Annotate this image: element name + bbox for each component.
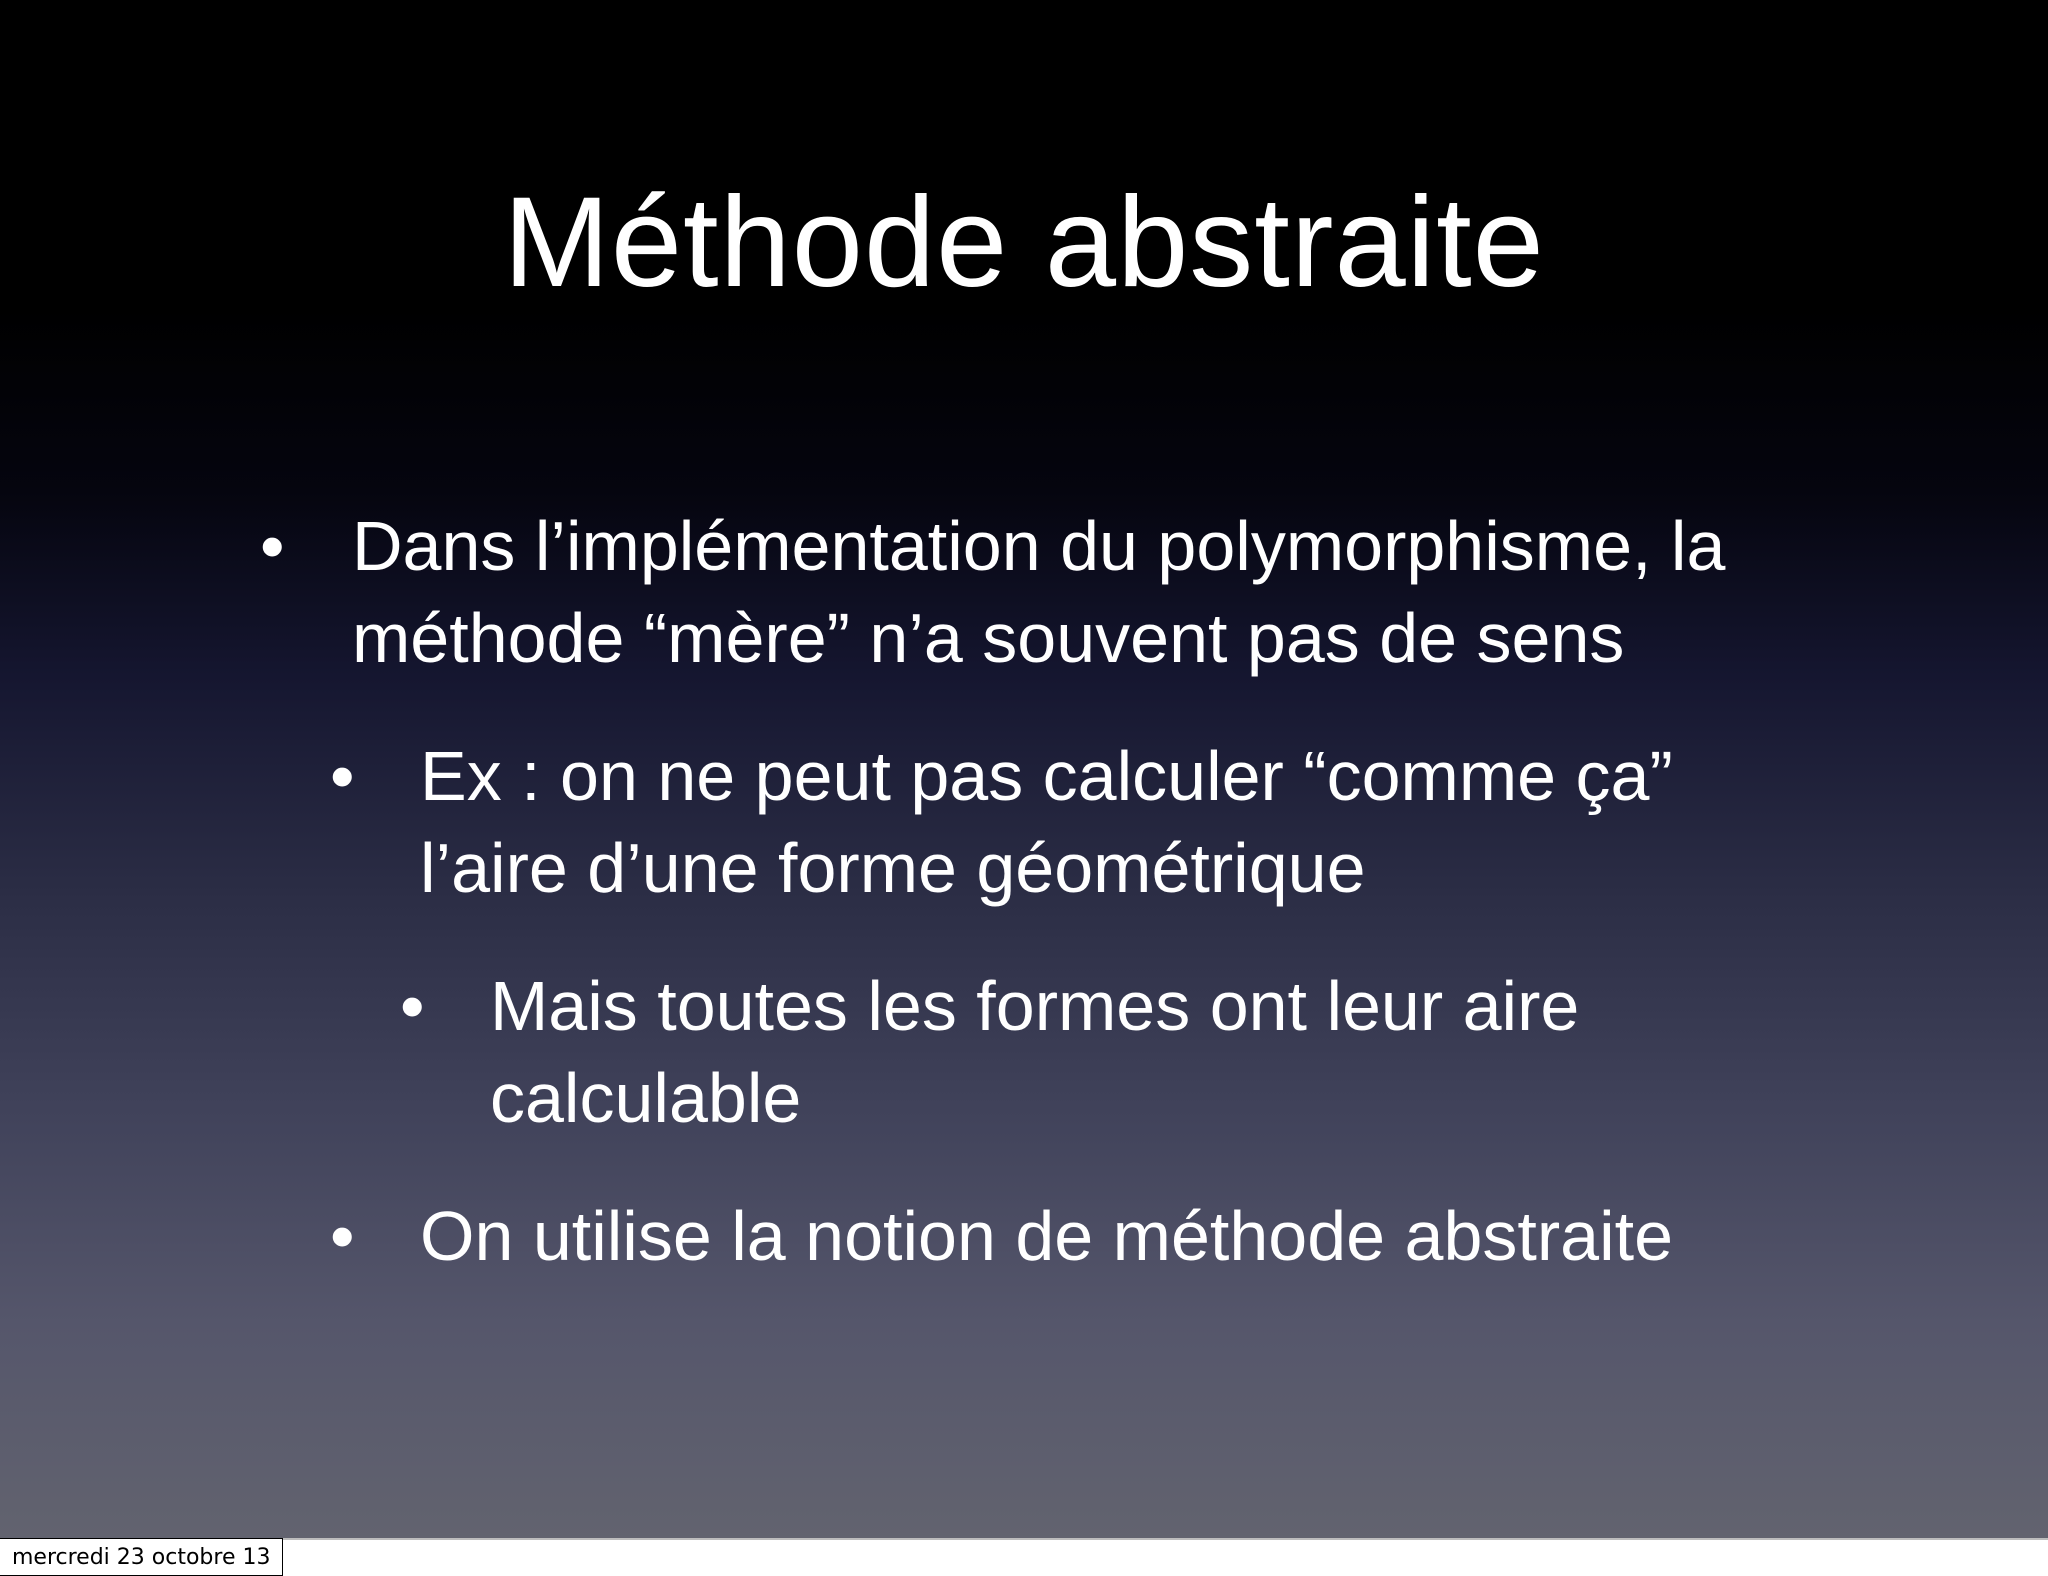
bullet-level-3: [400, 960, 1780, 1144]
bullet-dot-icon: •: [330, 737, 355, 815]
bullet-dot-icon: •: [400, 967, 425, 1045]
bullet-text: On utilise la notion de méthode abstraite: [420, 1197, 1673, 1275]
footer-bar: [0, 1538, 2048, 1576]
bullet-text: Dans l’implémentation du polymorphisme, la méthode “mère” n’a souvent pas de sens: [352, 507, 1726, 677]
bullet-dot-icon: •: [260, 507, 285, 585]
bullet-level-1: [260, 500, 1820, 684]
footer-date: mercredi 23 octobre 13: [0, 1538, 283, 1576]
bullet-level-2: [330, 1190, 1790, 1282]
slide-title: Méthode abstraite: [503, 171, 1545, 314]
bullet-level-2: [330, 730, 1790, 914]
bullet-text: Ex : on ne peut pas calculer “comme ça” l’aire d’une forme géométrique: [420, 737, 1673, 907]
bullet-dot-icon: •: [330, 1197, 355, 1275]
bullet-text: Mais toutes les formes ont leur aire calculable: [490, 967, 1580, 1137]
